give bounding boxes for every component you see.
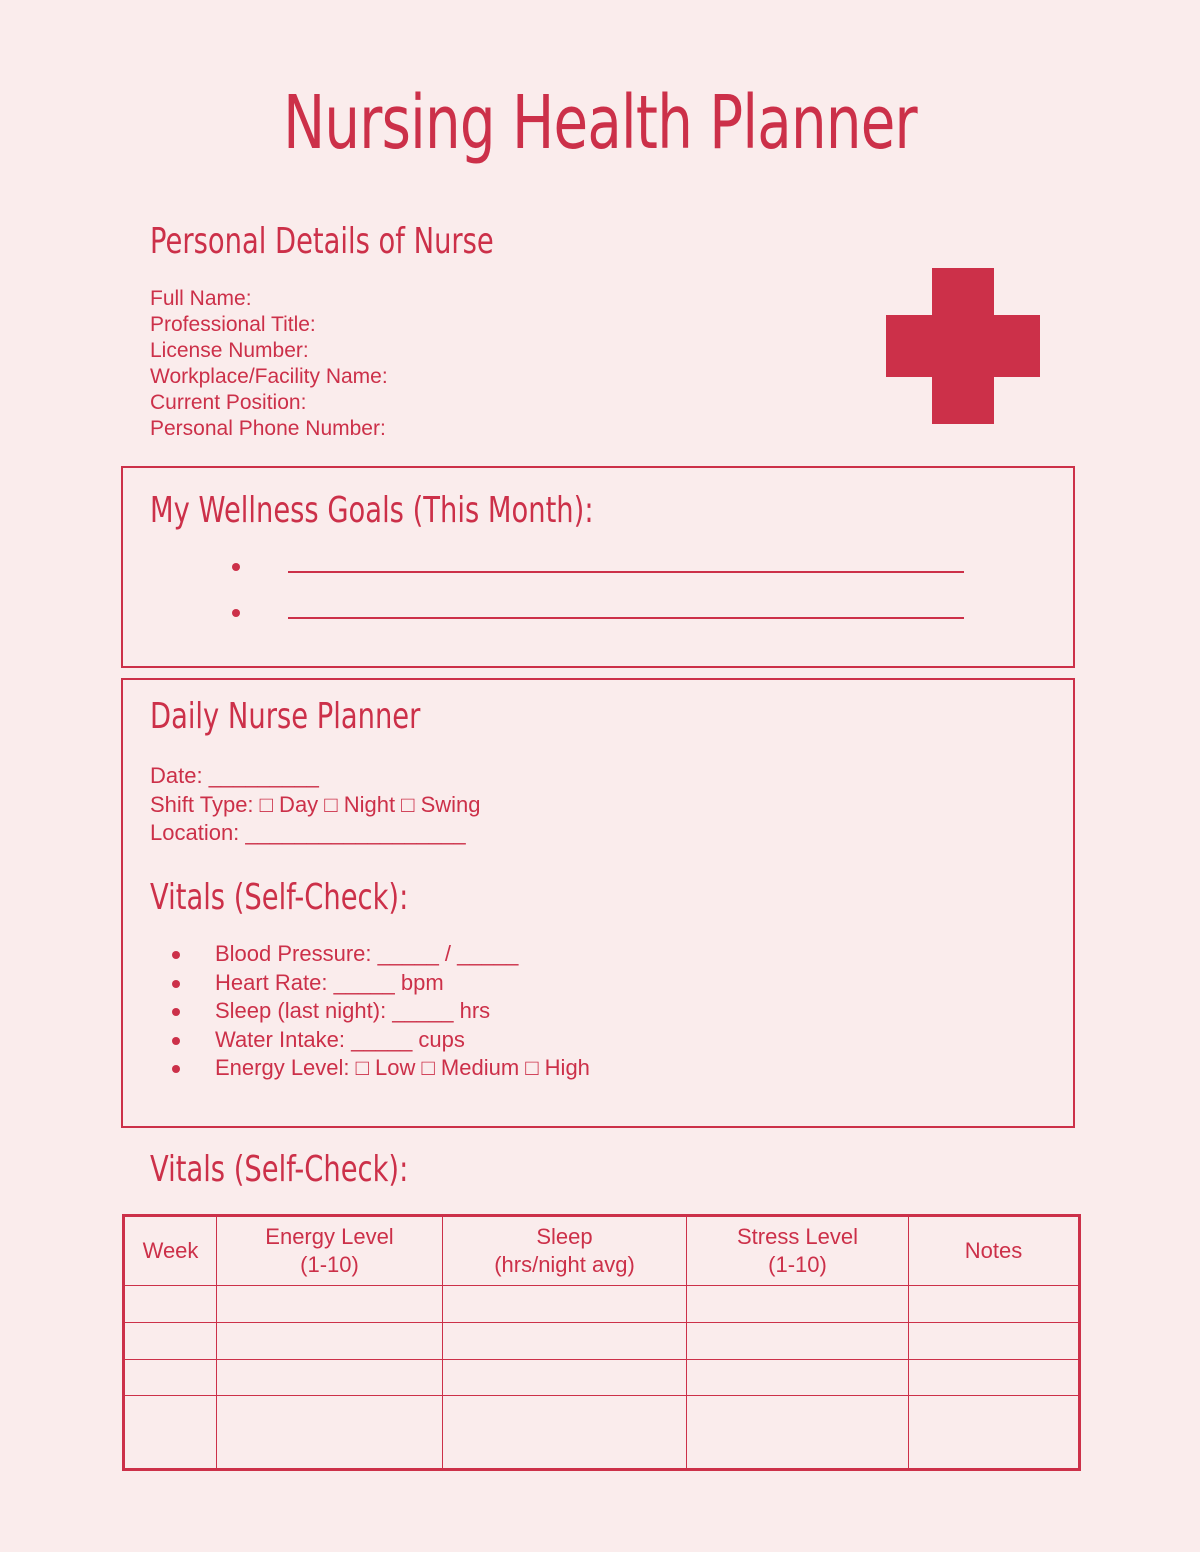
table-cell[interactable] (909, 1322, 1080, 1359)
table-cell[interactable] (687, 1359, 909, 1396)
vital-blood-pressure[interactable]: Blood Pressure: _____ / _____ (170, 940, 590, 969)
goal-line[interactable] (232, 557, 972, 587)
table-cell[interactable] (217, 1396, 443, 1470)
daily-planner-fields (150, 762, 480, 848)
field-workplace[interactable]: Workplace/Facility Name: (150, 365, 388, 388)
vital-heart-rate[interactable]: Heart Rate: _____ bpm (170, 969, 590, 998)
table-cell[interactable] (687, 1286, 909, 1323)
field-current-position[interactable]: Current Position: (150, 391, 307, 414)
field-full-name[interactable]: Full Name: (150, 287, 252, 310)
table-cell[interactable] (124, 1286, 217, 1323)
table-cell[interactable] (909, 1286, 1080, 1323)
table-row (124, 1396, 1080, 1470)
table-cell[interactable] (124, 1396, 217, 1470)
bullet-icon (232, 563, 240, 571)
vitals-list (170, 940, 590, 1083)
weekly-vitals-table (122, 1214, 1081, 1471)
table-cell[interactable] (443, 1322, 687, 1359)
table-header-row (124, 1216, 1080, 1286)
table-cell[interactable] (687, 1322, 909, 1359)
table-row (124, 1286, 1080, 1323)
wellness-goals-heading: My Wellness Goals (This Month): (150, 490, 594, 531)
medical-cross-icon (886, 268, 1040, 424)
field-phone-number[interactable]: Personal Phone Number: (150, 417, 386, 440)
bullet-icon (232, 609, 240, 617)
column-header-sleep: Sleep (hrs/night avg) (443, 1216, 687, 1286)
column-header-week: Week (124, 1216, 217, 1286)
table-cell[interactable] (217, 1286, 443, 1323)
column-header-energy: Energy Level (1-10) (217, 1216, 443, 1286)
table-cell[interactable] (909, 1396, 1080, 1470)
vital-water-intake[interactable]: Water Intake: _____ cups (170, 1026, 590, 1055)
daily-planner-heading: Daily Nurse Planner (150, 696, 421, 737)
table-cell[interactable] (124, 1359, 217, 1396)
table-cell[interactable] (909, 1359, 1080, 1396)
table-cell[interactable] (217, 1322, 443, 1359)
table-cell[interactable] (124, 1322, 217, 1359)
vital-sleep[interactable]: Sleep (last night): _____ hrs (170, 997, 590, 1026)
personal-details-fields (150, 286, 388, 442)
location-field[interactable]: Location: __________________ (150, 820, 466, 845)
page-title: Nursing Health Planner (283, 80, 917, 166)
vital-energy-level[interactable]: Energy Level: □ Low □ Medium □ High (170, 1054, 590, 1083)
table-row (124, 1359, 1080, 1396)
weekly-vitals-heading: Vitals (Self-Check): (150, 1149, 409, 1190)
column-header-notes: Notes (909, 1216, 1080, 1286)
field-license-number[interactable]: License Number: (150, 339, 309, 362)
shift-type-field[interactable]: Shift Type: □ Day □ Night □ Swing (150, 791, 481, 817)
table-cell[interactable] (217, 1359, 443, 1396)
field-professional-title[interactable]: Professional Title: (150, 313, 316, 336)
personal-details-heading: Personal Details of Nurse (150, 221, 494, 262)
column-header-stress: Stress Level (1-10) (687, 1216, 909, 1286)
goal-line[interactable] (232, 603, 972, 633)
date-field[interactable]: Date: _________ (150, 763, 319, 788)
table-cell[interactable] (443, 1359, 687, 1396)
table-cell[interactable] (687, 1396, 909, 1470)
table-cell[interactable] (443, 1396, 687, 1470)
vitals-heading: Vitals (Self-Check): (150, 877, 409, 918)
table-row (124, 1322, 1080, 1359)
table-cell[interactable] (443, 1286, 687, 1323)
